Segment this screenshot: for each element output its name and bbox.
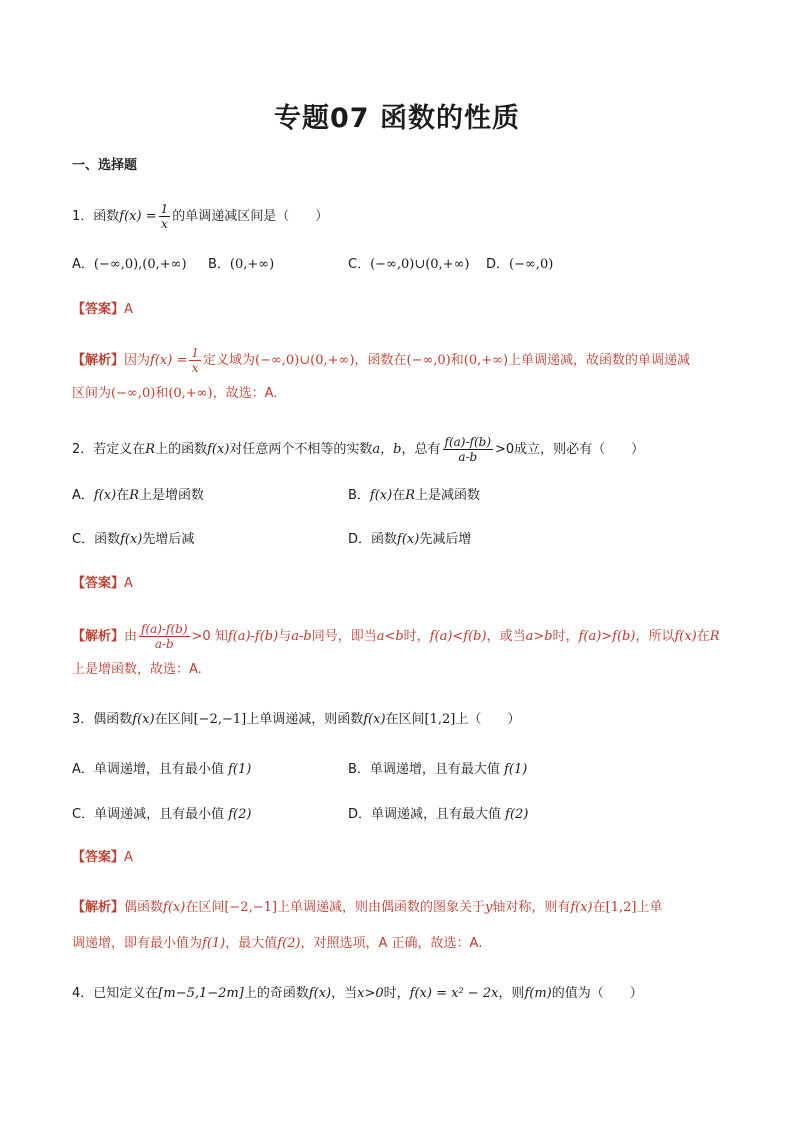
option-a: A．单调递增，且有最小值 f(1)	[72, 762, 252, 777]
q3-answer	[72, 848, 133, 868]
q3-analysis-line2: 调递增，即有最小值为f(1)，最大值f(2)，对照选项，A 正确，故选：A.	[72, 936, 483, 951]
q2-analysis-line1: 【解析】由 $\frac{f(a)-f(b)}{a-b}$ >0 知f(a)-f(b)与a-b同号，即当a<b时，f(a)<f(b)，或当a>b时，f(a)>f(b)，所以f(x)在R	[72, 622, 720, 651]
question-1: 1．函数f(x) = $\frac{1}{x}$ 的单调递减区间是（ ）	[72, 202, 329, 231]
q3-options-row2	[72, 805, 722, 825]
fraction: $\frac{f(a)-f(b)}{a-b}$	[141, 622, 188, 651]
answer-label: 【答案】	[72, 302, 125, 317]
option-d: D．(−∞,0)	[486, 257, 554, 272]
option-c: C．单调递减，且有最小值 f(2)	[72, 807, 252, 822]
option-c: C．函数f(x)先增后减	[72, 532, 195, 547]
q2-analysis-line2: 上是增函数，故选：A.	[72, 662, 202, 677]
question-4: 4．已知定义在[m−5,1−2m]上的奇函数f(x)，当x>0时，f(x) = x² − 2x，则f(m)的值为（ ）	[72, 986, 643, 1001]
math-expression: f(x) =	[119, 209, 157, 224]
fraction: $\frac{f(a)-f(b)}{a-b}$	[444, 435, 492, 464]
option-b: B．f(x)在R上是减函数	[348, 488, 481, 503]
question-2: 2．若定义在R上的函数f(x)对任意两个不相等的实数a，b，总有 $\frac{f(a)-f(b)}{a-b}$ >0成立，则必有（ ）	[72, 435, 645, 464]
q1-analysis-line1: 【解析】因为f(x) = $\frac{1}{x}$ 定义域为(−∞,0)∪(0,+∞)，函数在(−∞,0)和(0,+∞)上单调递减，故函数的单调递减	[72, 346, 691, 375]
question-number: 1．	[72, 209, 94, 224]
option-a: A．f(x)在R上是增函数	[72, 488, 205, 503]
question-number: 3．	[72, 712, 94, 727]
q2-options-row1	[72, 486, 722, 506]
analysis-label: 【解析】	[72, 353, 125, 368]
question-number: 2．	[72, 442, 94, 457]
fraction: $\frac{1}{x}$	[160, 202, 169, 231]
question-number: 4．	[72, 986, 94, 1001]
section-heading: 一、选择题	[72, 158, 138, 173]
option-b: B．(0,+∞)	[208, 257, 275, 272]
fraction: $\frac{1}{x}$	[191, 346, 199, 375]
answer-value: A	[124, 576, 133, 591]
q3-options-row1	[72, 760, 722, 780]
answer-label: 【答案】	[72, 850, 125, 865]
answer-label: 【答案】	[72, 576, 125, 591]
answer-value: A	[124, 302, 133, 317]
option-c: C．(−∞,0)∪(0,+∞)	[348, 257, 470, 272]
q1-options	[72, 255, 722, 275]
option-b: B．单调递增，且有最大值 f(1)	[348, 762, 528, 777]
analysis-label: 【解析】	[72, 629, 125, 644]
option-d: D．函数f(x)先减后增	[348, 532, 472, 547]
analysis-label: 【解析】	[72, 900, 125, 915]
q3-analysis-line1: 【解析】偶函数f(x)在区间[−2,−1]上单调递减，则由偶函数的图象关于y轴对称，则有f(x)在[1,2]上单	[72, 900, 663, 915]
answer-value: A	[124, 850, 133, 865]
page-title: 专题07 函数的性质	[274, 103, 520, 134]
option-d: D．单调递减，且有最大值 f(2)	[348, 807, 529, 822]
q2-answer	[72, 574, 133, 594]
question-3: 3．偶函数f(x)在区间[−2,−1]上单调递减，则函数f(x)在区间[1,2]上（ ）	[72, 712, 521, 727]
q2-options-row2	[72, 530, 722, 550]
q1-answer	[72, 300, 133, 320]
q1-analysis-line2: 区间为(−∞,0)和(0,+∞)，故选：A.	[72, 386, 278, 401]
option-a: A．(−∞,0),(0,+∞)	[72, 257, 187, 272]
